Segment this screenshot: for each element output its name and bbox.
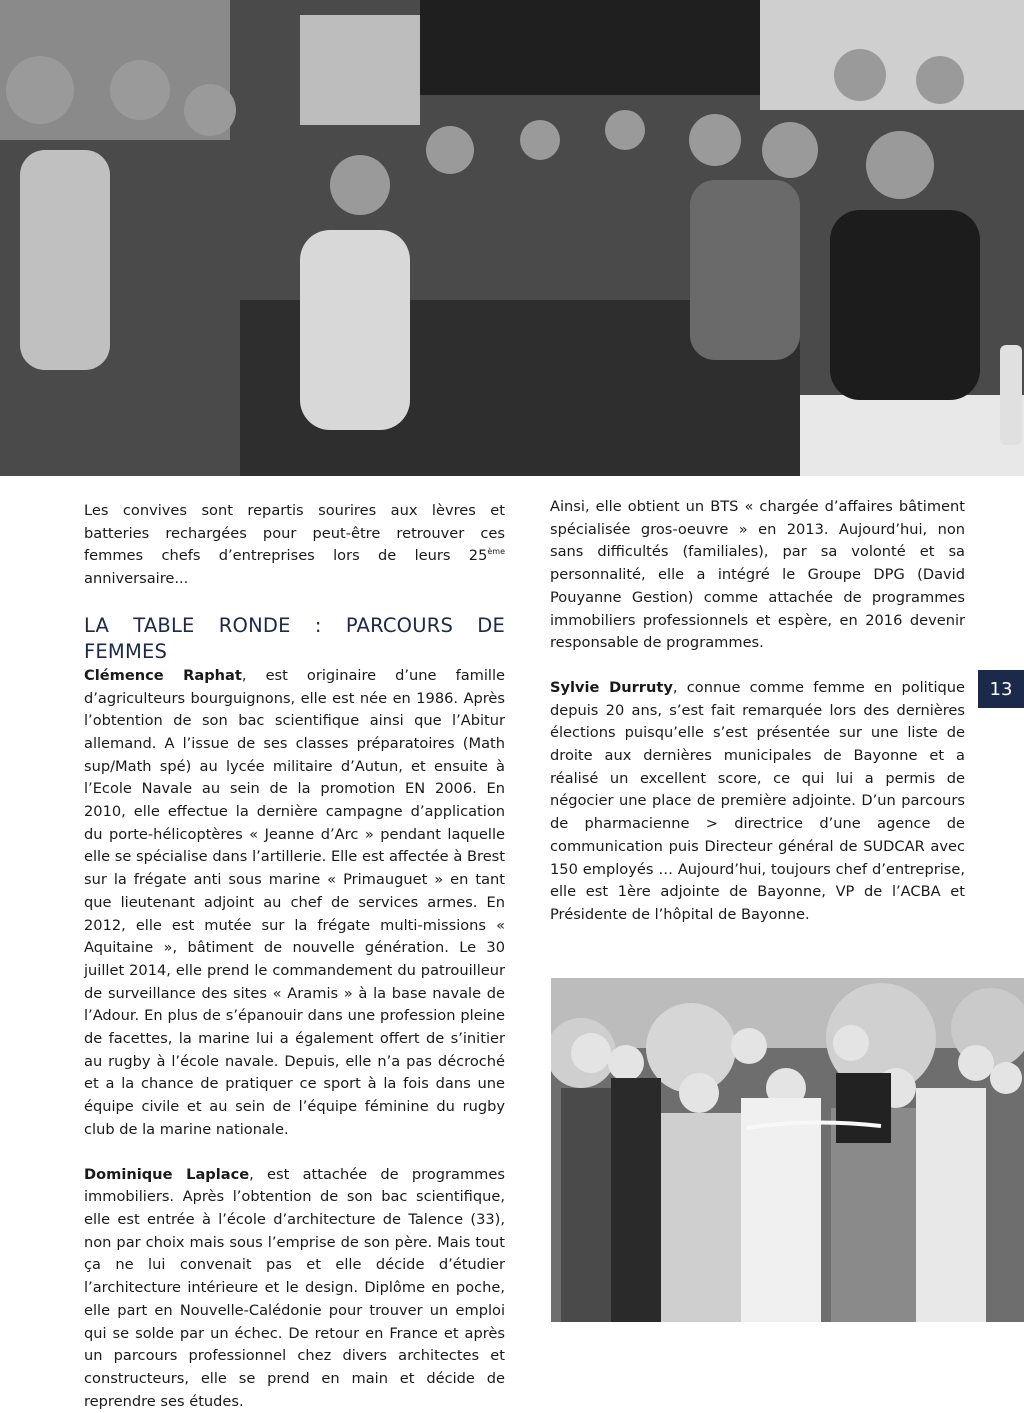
profile-text: , est attachée de programmes immobiliers. Après l’obtention de son bac scientifique, elle est entrée à l’école d’architecture de Talence (33), non par choix mais sous l’emprise de son père. Mais tout ça ne lui convenait pas et elle décide d’étudier l’architecture intérieure et le design. Diplôme en poche, elle part en Nouvelle-Calédonie pour trouver un emploi qui se solde par un échec. De retour en France et après un parcours professionnel chez divers architectes et constructeurs, elle se prend en main et décide de reprendre ses études. <box>84 1165 505 1410</box>
right-column <box>550 496 965 927</box>
intro-paragraph <box>84 500 505 591</box>
profile-text: , est originaire d’une famille d’agriculteurs bourguignons, elle est née en 1986. Après l’obtention de son bac scientifique ainsi que l’Abitur allemand. A l’issue de ses classes préparatoires (Math sup/Math spé) au lycée militaire d’Autun, et ensuite à l’Ecole Navale au sein de la promotion EN 2006. En 2010, elle effectue la dernière campagne d’application du porte-hélicoptères « Jeanne d’Arc » pendant laquelle elle se spécialise dans l’artillerie. Elle est affectée à Brest sur la frégate anti sous marine « Primauguet » en tant que lieutenant adjoint au chef de services armes. En 2012, elle est mutée sur la frégate multi-missions « Aquitaine », bâtiment de nouvelle génération. Le 30 juillet 2014, elle prend le commandement du patrouilleur de surveillance des sites « Aramis » à la base navale de l’Adour. En plus de s’épanouir dans une profession pleine de facettes, la marine lui a également offert de s’initier au rugby à l’école navale. Depuis, elle n’a pas décroché et a la chance de pratiquer ce sport à la fois dans une équipe civile et au sein de l’équipe féminine du rugby club de la marine nationale. <box>84 666 506 1138</box>
intro-text-end: anniversaire... <box>84 570 189 588</box>
left-column <box>84 500 505 1413</box>
profile-name: Sylvie Durruty <box>550 678 673 696</box>
profile-name: Clémence Raphat <box>84 666 242 684</box>
section-heading: LA TABLE RONDE : PARCOURS DE FEMMES <box>84 613 505 663</box>
profile-clemence <box>84 665 505 1142</box>
profile-text: , connue comme femme en politique depuis 20 ans, s’est fait remarquée lors des dernières élections puisqu’elle s’est présentée sur une liste de droite aux dernières municipales de Bayonne et a réalisé un excellent score, ce qui lui a permis de négocier une place de première adjointe. D’un parcours de pharmacienne > directrice d’une agence de communication puis Directeur général de SUDCAR avec 150 employés … Aujourd’hui, toujours chef d’entreprise, elle est 1ère adjointe de Bayonne, VP de l’ACBA et Présidente de l’hôpital de Bayonne. <box>550 678 966 923</box>
intro-text: Les convives sont repartis sourires aux lèvres et batteries rechargées pour peut-être retrouver ces femmes chefs d’entreprises lors de leurs 25 <box>84 502 505 565</box>
meeting-photo <box>0 0 1024 476</box>
group-meeting-photo-icon <box>0 0 1024 476</box>
profile-name: Dominique Laplace <box>84 1165 250 1183</box>
profile-dominique-continued: Ainsi, elle obtient un BTS « chargée d’affaires bâtiment spécialisée gros-oeuvre » en 2013. Aujourd’hui, non sans difficultés (familiales), par sa volonté et sa personnalité, elle a intégré le Groupe DPG (David Pouyanne Gestion) comme attachée de programmes immobiliers professionnels et espère, en 2016 devenir responsable de programmes. <box>550 498 965 652</box>
archive-ribbon-cutting-photo-icon <box>551 978 1024 1322</box>
archive-photo <box>551 978 1024 1322</box>
profile-dominique <box>84 1164 505 1413</box>
page-number: 13 <box>978 670 1024 708</box>
profile-sylvie <box>550 677 965 927</box>
intro-superscript: ème <box>487 547 505 557</box>
